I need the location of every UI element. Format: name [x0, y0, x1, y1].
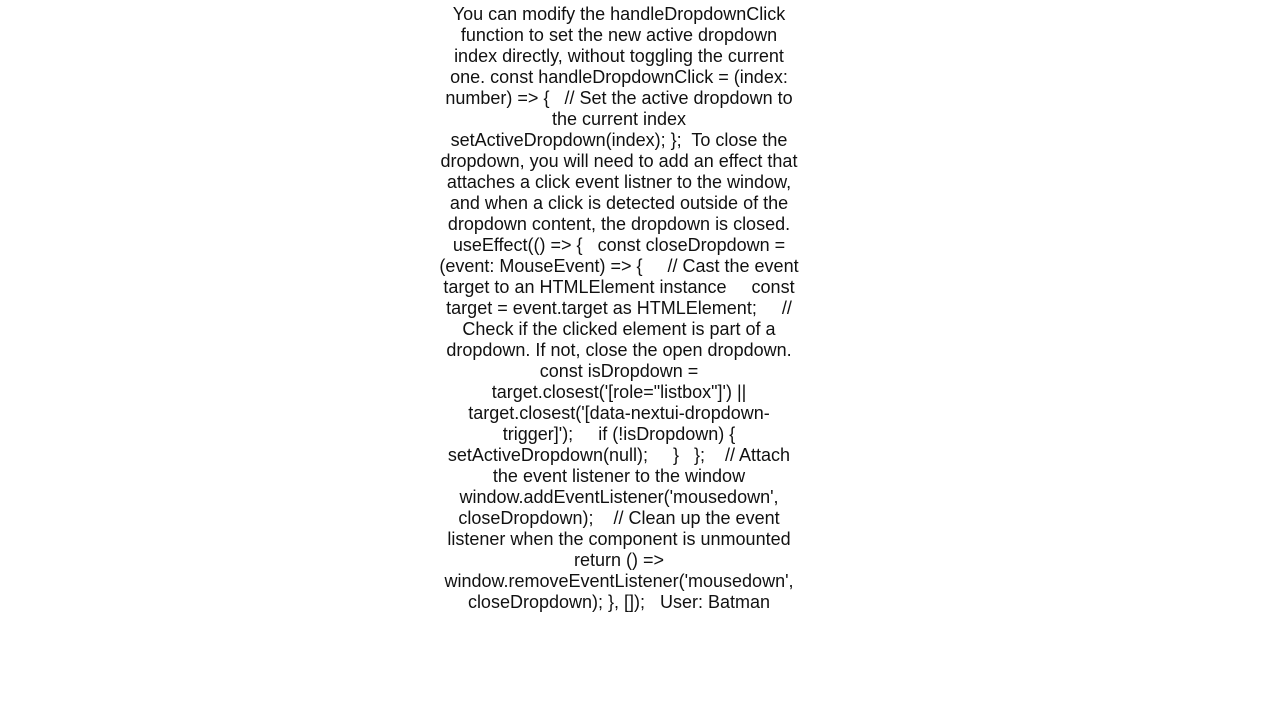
message-text: You can modify the handleDropdownClick function to set the new active dropdown index directly, without toggling the current one. const handleDropdownClick = (index: number) => { // Set the active dropdown to the current index setActiveDropdown(index); }; To close the dropdown, you will need to add an effect that attaches a click event listner to the window, and when a click is detected outside of the dropdown content, the dropdown is closed. useEffect(() => { const closeDropdown = (event: MouseEvent) => { // Cast the event target to an HTMLElement instance const target = event.target as HTMLElement; // Check if the clicked element is part of a dropdown. If not, close the open dropdown. const isDropdown = target.closest('[role="listbox"]') || target.closest('[data-nextui-dropdown-trigger]'); if (!isDropdown) { setActiveDropdown(null); } }; // Attach the event listener to the window window.addEventListener('mousedown', closeDropdown); // Clean up the event listener when the component is unmounted return () => window.removeEventListener('mousedown', closeDropdown); }, []); User: Batman	[439, 4, 817, 612]
